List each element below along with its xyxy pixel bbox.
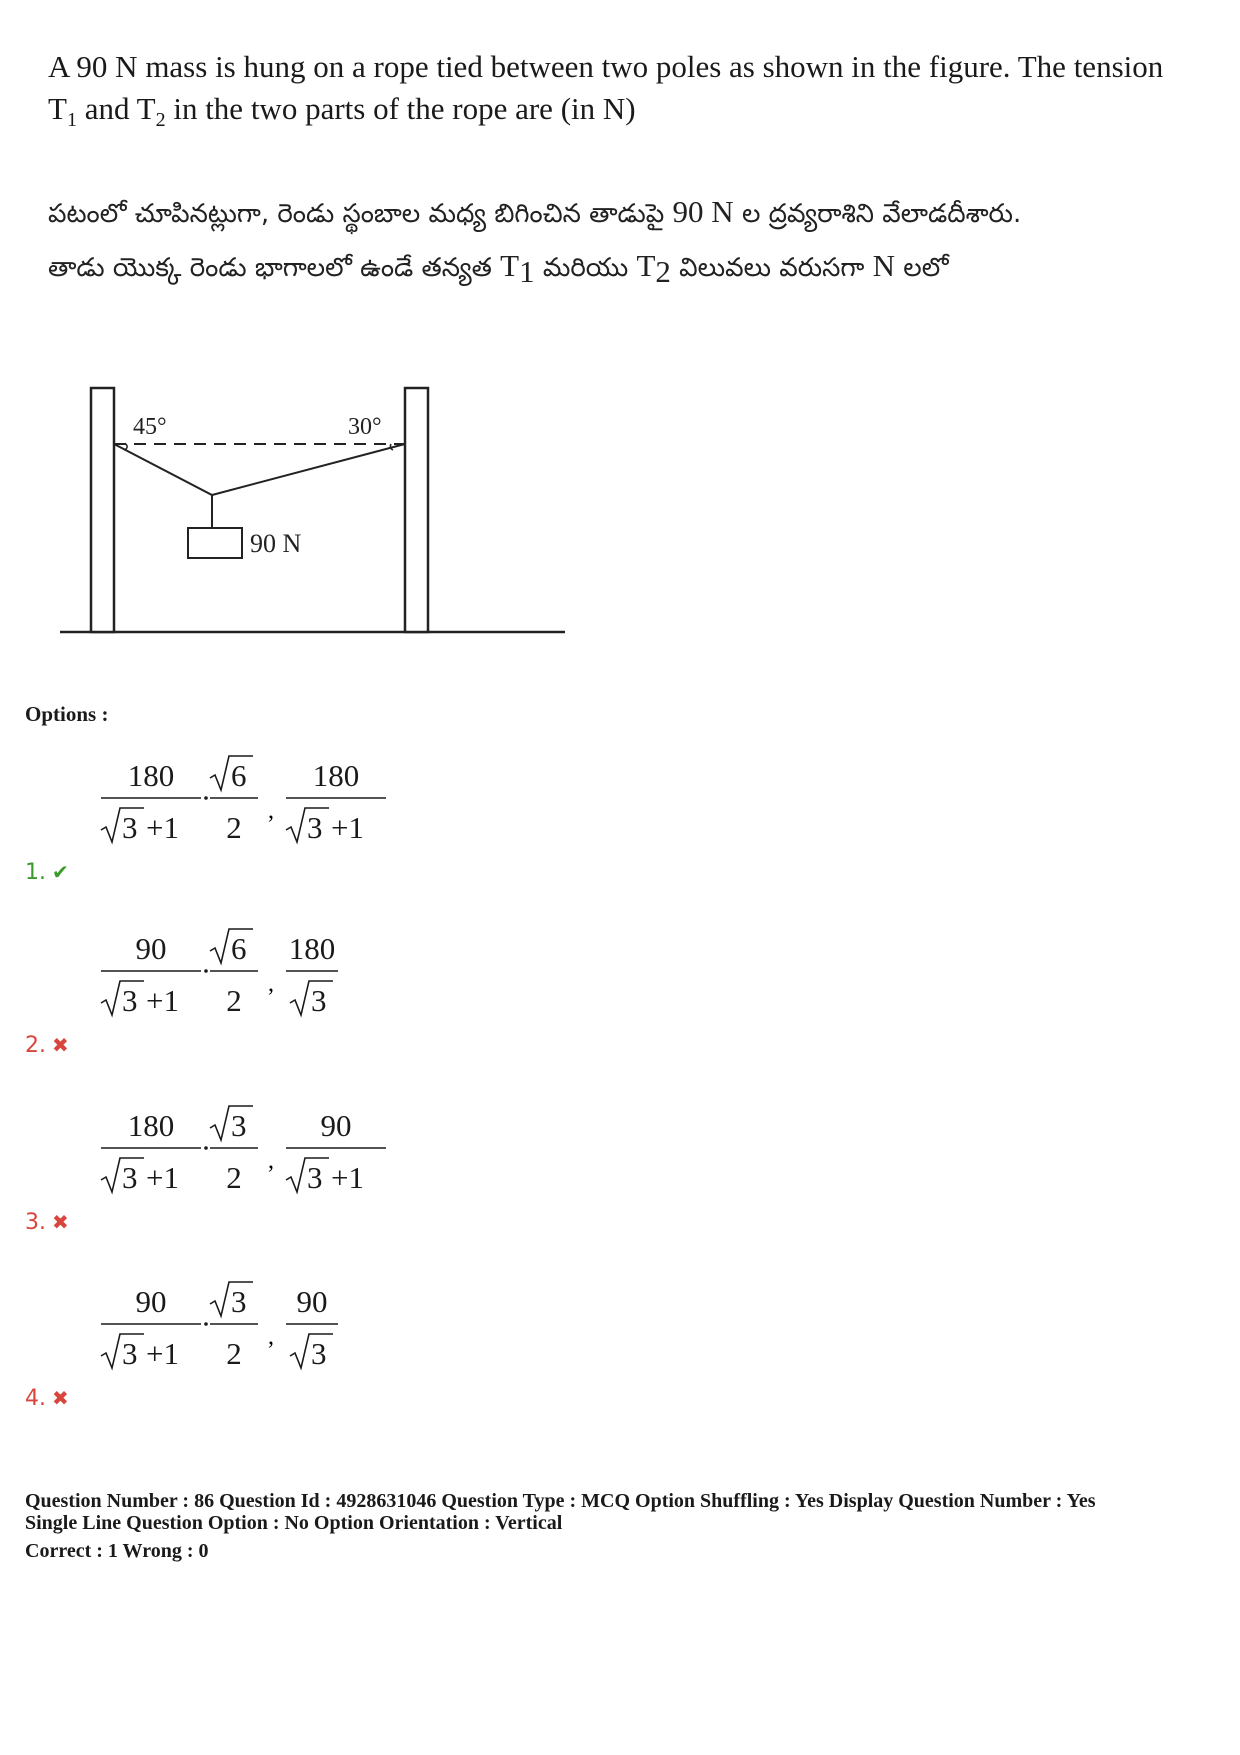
telugu-line-1: పటంలో చూపినట్లుగా, రెండు స్థంబాల మధ్య బిగించిన తాడుపై 90 N ల ద్రవ్యరాశిని వేలాడదీశారు. [48, 194, 1022, 229]
fraction2-numerator: 180 [288, 931, 336, 966]
fraction1-denominator-plus: +1 [146, 810, 179, 845]
multiply-dot [204, 1146, 208, 1150]
fraction2-numerator: 90 [296, 1284, 328, 1319]
fraction1-numerator: 90 [135, 931, 167, 966]
multiply-dot [204, 969, 208, 973]
fraction2-denominator-root: 3 [311, 983, 327, 1018]
fraction1-denominator-root: 3 [122, 983, 138, 1018]
separator-comma: , [268, 798, 274, 824]
middle-numerator-root: 3 [231, 1284, 247, 1319]
separator-comma: , [268, 1324, 274, 1350]
cross-icon: ✖ [52, 1033, 69, 1057]
meta-line-1: Question Number : 86 Question Id : 4928631046 Question Type : MCQ Option Shuffling : Yes Display Question Number : Yes [25, 1490, 1096, 1512]
option-number [25, 1033, 69, 1058]
left-pole [91, 388, 114, 632]
mass-block [188, 528, 242, 558]
option-formula [96, 752, 556, 852]
fraction1-denominator-plus: +1 [146, 983, 179, 1018]
middle-denominator: 2 [226, 810, 242, 845]
cross-icon: ✖ [52, 1210, 69, 1234]
middle-numerator-root: 6 [231, 931, 247, 966]
fraction2-numerator: 180 [312, 758, 360, 793]
option-formula [96, 1102, 556, 1202]
separator-comma: , [268, 1148, 274, 1174]
option-number [25, 860, 69, 885]
fraction1-numerator: 180 [127, 758, 175, 793]
fraction2-denominator-root: 3 [307, 1160, 323, 1195]
fraction1-denominator-root: 3 [122, 810, 138, 845]
option-number-label: 4. [25, 1386, 46, 1411]
middle-numerator-root: 3 [231, 1108, 247, 1143]
multiply-dot [204, 796, 208, 800]
multiply-dot [204, 1322, 208, 1326]
options-label: Options : [25, 702, 109, 726]
fraction2-denominator-plus: +1 [331, 1160, 364, 1195]
angle-right-label: 30° [348, 414, 382, 440]
middle-denominator: 2 [226, 1160, 242, 1195]
middle-denominator: 2 [226, 983, 242, 1018]
fraction1-denominator-root: 3 [122, 1336, 138, 1371]
option-number-label: 2. [25, 1033, 46, 1058]
question-text-en: A 90 N mass is hung on a rope tied between two poles as shown in the figure. The tension $T_1$ and $T_2$ in the two parts of the rope are (in N) [48, 49, 1164, 132]
fraction1-denominator-plus: +1 [146, 1336, 179, 1371]
telugu-line-2: తాడు యొక్క రెండు భాగాలలో ఉండే తన్యత $T_1$ మరియు $T_2$ విలువలు వరుసగా N లలో [48, 248, 949, 290]
option-number [25, 1210, 69, 1235]
cross-icon: ✖ [52, 1386, 69, 1410]
check-icon: ✔ [52, 860, 69, 884]
fraction2-denominator-plus: +1 [331, 810, 364, 845]
option-number-label: 1. [25, 860, 46, 885]
fraction2-denominator-root: 3 [311, 1336, 327, 1371]
option-4[interactable] [0, 1278, 600, 1418]
option-number [25, 1386, 69, 1411]
fraction2-numerator: 90 [320, 1108, 352, 1143]
option-number-label: 3. [25, 1210, 46, 1235]
option-1[interactable] [0, 752, 600, 892]
meta-line-3: Correct : 1 Wrong : 0 [25, 1540, 209, 1562]
option-formula [96, 925, 556, 1025]
option-2[interactable] [0, 925, 600, 1065]
option-3[interactable] [0, 1102, 600, 1242]
middle-denominator: 2 [226, 1336, 242, 1371]
right-pole [405, 388, 428, 632]
separator-comma: , [268, 971, 274, 997]
fraction1-denominator-plus: +1 [146, 1160, 179, 1195]
fraction1-denominator-root: 3 [122, 1160, 138, 1195]
fraction1-numerator: 90 [135, 1284, 167, 1319]
rope [114, 444, 405, 495]
fraction2-denominator-root: 3 [307, 810, 323, 845]
meta-line-2: Single Line Question Option : No Option Orientation : Vertical [25, 1512, 563, 1534]
rope-poles-figure [0, 380, 600, 650]
option-formula [96, 1278, 556, 1378]
fraction1-numerator: 180 [127, 1108, 175, 1143]
mass-label: 90 N [250, 529, 302, 558]
angle-left-label: 45° [133, 414, 167, 440]
middle-numerator-root: 6 [231, 758, 247, 793]
question-text-te [48, 186, 1208, 298]
